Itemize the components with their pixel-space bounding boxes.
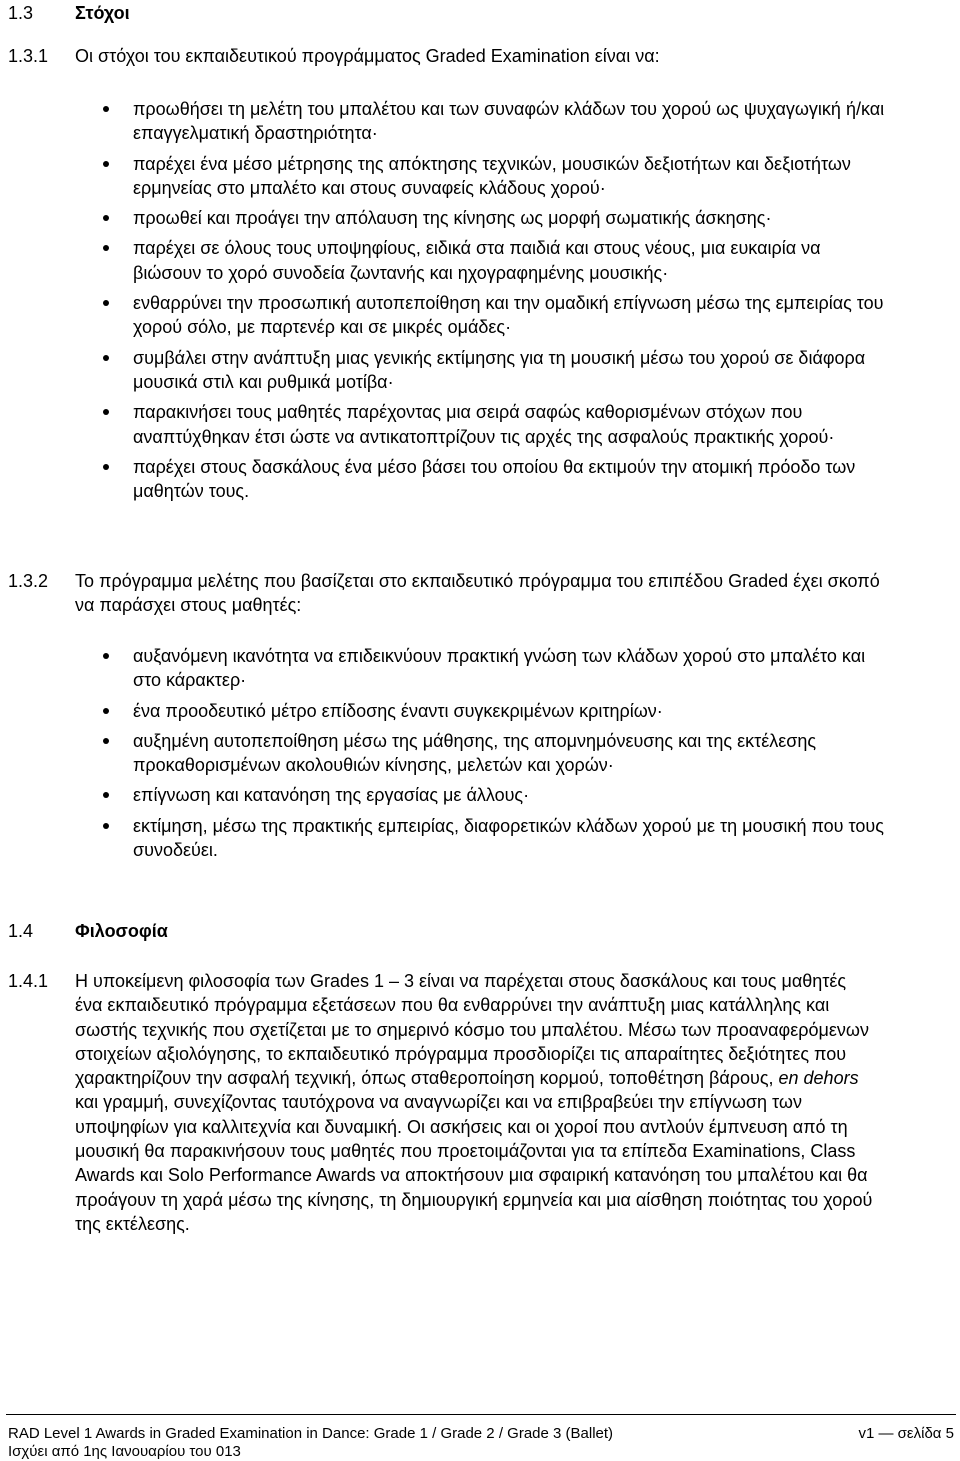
list-item: παρέχει ένα μέσο μέτρησης της απόκτησης τεχνικών, μουσικών δεξιοτήτων και δεξιοτήτων ερμηνείας στο μπαλέτο και στους συναφείς κλάδους χορού· [0,152,893,201]
bullet-icon [103,106,109,112]
footer-row-2 [8,1442,954,1461]
list-item: αυξημένη αυτοπεποίθηση μέσω της μάθησης, της απομνημόνευσης και της εκτέλεσης προκαθορισμένων ακολουθιών κίνησης, μελετών και χορών· [0,729,893,778]
bullet-icon [103,792,109,798]
paragraph-number: 1.3.1 [8,46,49,66]
bullet-icon [103,738,109,744]
bullet-icon [103,161,109,167]
list-item: παρέχει στους δασκάλους ένα μέσο βάσει του οποίου θα εκτιμούν την ατομική πρόοδο των μαθητών τους. [0,455,893,504]
list-item: ένα προοδευτικό μέτρο επίδοσης έναντι συγκεκριμένων κριτηρίων· [0,699,893,723]
list-item: ενθαρρύνει την προσωπική αυτοπεποίθηση και την ομαδική επίγνωση μέσω της εμπειρίας του χορού σόλο, με παρτενέρ και σε μικρές ομάδες· [0,291,893,340]
paragraph-1-3-2 [8,569,953,618]
footer-page-number: v1 — σελίδα 5 [858,1425,954,1442]
section-number: 1.3 [8,3,34,23]
bullet-icon [103,300,109,306]
bullet-icon [103,355,109,361]
list-item: επίγνωση και κατανόηση της εργασίας με άλλους· [0,783,893,807]
paragraph-text: Οι στόχοι του εκπαιδευτικού προγράμματος Graded Examination είναι να: [75,46,660,66]
section-title: Φιλοσοφία [75,921,168,941]
bullet-icon [103,653,109,659]
section-heading-1-4 [8,920,168,942]
list-item: αυξανόμενη ικανότητα να επιδεικνύουν πρακτική γνώση των κλάδων χορού στο μπαλέτο και στο κάρακτερ· [0,644,893,693]
paragraph-number: 1.3.2 [8,571,49,591]
paragraph-text: Το πρόγραμμα μελέτης που βασίζεται στο εκπαιδευτικό πρόγραμμα του επιπέδου Graded έχει σκοπό να παράσχει στους μαθητές: [75,571,880,616]
list-item: παρέχει σε όλους τους υποψηφίους, ειδικά στα παιδιά και στους νέους, μια ευκαιρία να βιώσουν το χορό συνοδεία ζωντανής και ηχογραφημένης μουσικής· [0,236,893,285]
paragraph-1-3-1 [8,44,953,68]
paragraph-number: 1.4.1 [8,971,49,991]
bullet-icon [103,464,109,470]
list-item: συμβάλει στην ανάπτυξη μιας γενικής εκτίμησης για τη μουσική μέσω του χορού σε διάφορα μουσικά στιλ και ρυθμικά μοτίβα· [0,346,893,395]
section-number: 1.4 [8,921,34,941]
goals-list [0,97,893,503]
list-item: εκτίμηση, μέσω της πρακτικής εμπειρίας, διαφορετικών κλάδων χορού με τη μουσική που τους συνοδεύει. [0,814,893,863]
paragraph-text: Η υποκείμενη φιλοσοφία των Grades 1 – 3 είναι να παρέχεται στους δασκάλους και τους μαθητές ένα εκπαιδευτικό πρόγραμμα εξετάσεων που θα ενθαρρύνει την ανάπτυξη μιας κατάλληλης και σωστής τεχνικής που σχετίζεται με το σημερινό κόσμο του μπαλέτου. Μέσω των προαναφερόμενων στοιχείων αξιολόγησης, το εκπαιδευτικό πρόγραμμα προσδιορίζει τις απαραίτητες δεξιότητες που χαρακτηρίζουν την ασφαλή τεχνική, όπως σταθεροποίηση κορμού, τοποθέτηση βάρους, en dehors και γραμμή, συνεχίζοντας ταυτόχρονα να αναγνωρίζει και να επιβραβεύει την επίγνωση των υποψηφίων για καλλιτεχνία και δυναμική. Οι ασκήσεις και οι χοροί που αντλούν έμπνευση από τη μουσική θα παρακινήσουν τους μαθητές που προετοιμάζονται για τα επίπεδα Examinations, Class Awards και Solo Performance Awards να αποκτήσουν μια σφαιρική κατανόηση του μπαλέτου και θα προάγουν τη χαρά μέσω της κίνησης, τη δημιουργική ερμηνεία και μια αίσθηση ποιότητας του χορού της εκτέλεσης. [75,971,873,1234]
paragraph-1-4-1 [8,969,953,1236]
bullet-icon [103,823,109,829]
footer-document-title: RAD Level 1 Awards in Graded Examination in Dance: Grade 1 / Grade 2 / Grade 3 (Ballet) [8,1425,614,1442]
bullet-icon [103,245,109,251]
bullet-icon [103,708,109,714]
emphasis-term: en dehors [778,1068,859,1089]
list-item: παρακινήσει τους μαθητές παρέχοντας μια σειρά σαφώς καθορισμένων στόχων που αναπτύχθηκαν έτσι ώστε να αντικατοπτρίζουν τις αρχές της ασφαλούς πρακτικής χορού· [0,400,893,449]
bullet-icon [103,409,109,415]
section-heading-1-3 [8,2,130,24]
program-benefits-list [0,644,893,862]
footer-divider [6,1414,956,1415]
bullet-icon [103,215,109,221]
footer-effective-date: Ισχύει από 1ης Ιανουαρίου του 013 [8,1443,241,1460]
list-item: προωθεί και προάγει την απόλαυση της κίνησης ως μορφή σωματικής άσκησης· [0,206,893,230]
list-item: προωθήσει τη μελέτη του μπαλέτου και των συναφών κλάδων του χορού ως ψυχαγωγική ή/και επαγγελματική δραστηριότητα· [0,97,893,146]
section-title: Στόχοι [75,3,130,23]
footer-row-1 [8,1424,954,1443]
